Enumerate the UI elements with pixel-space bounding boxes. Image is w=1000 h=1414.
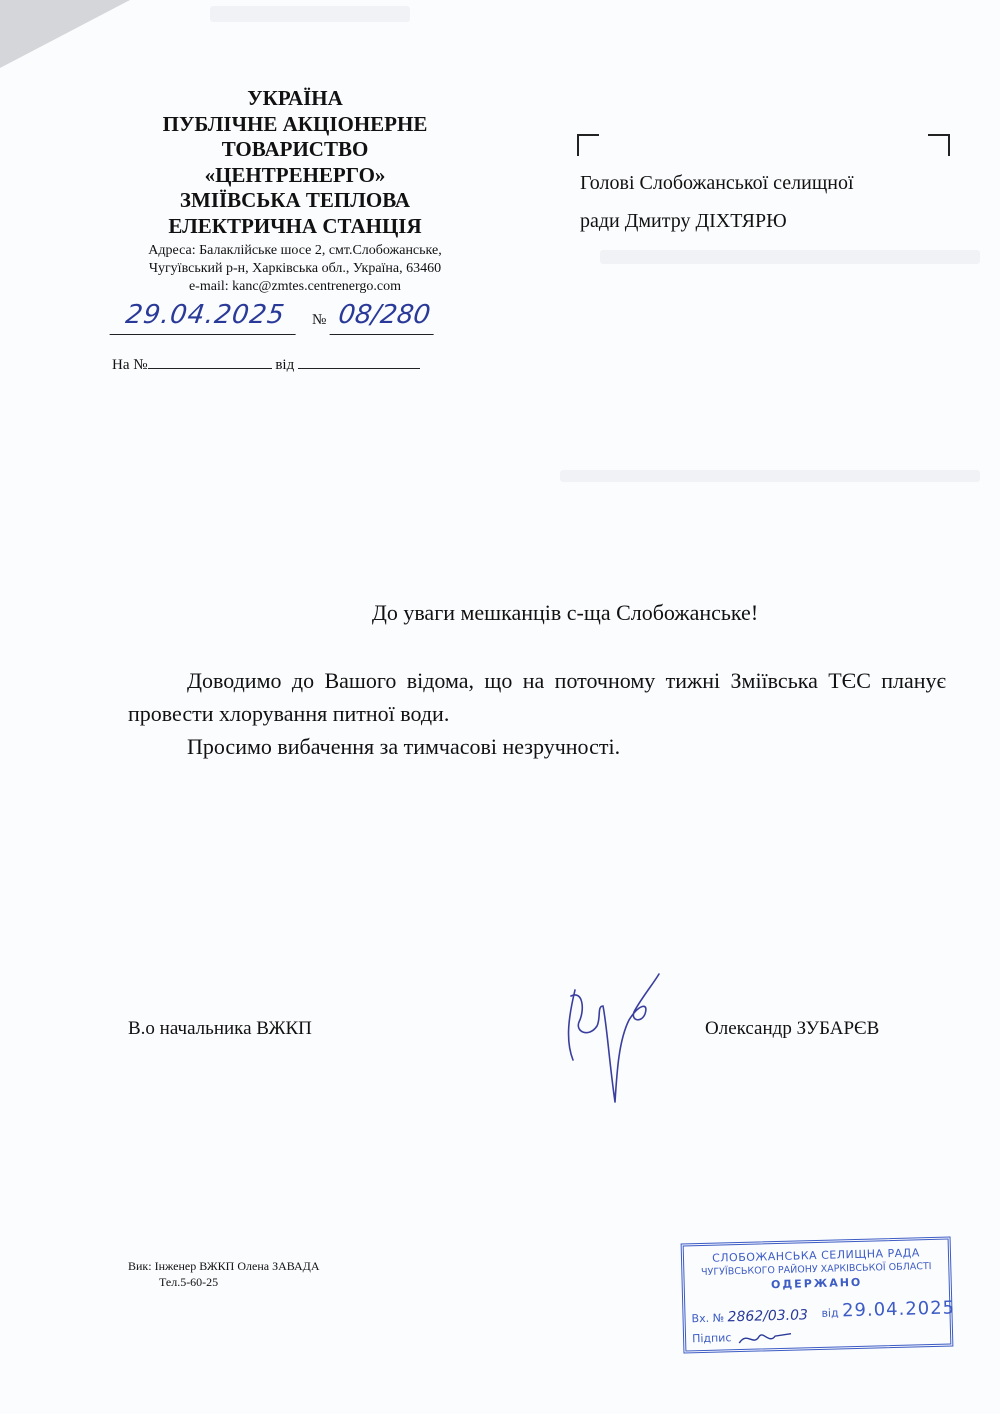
signatory-position: В.о начальника ВЖКП xyxy=(128,1018,312,1039)
body-paragraph: Доводимо до Вашого відома, що на поточному тижні Зміївська ТЄС планує провести хлорування питної води. xyxy=(128,668,946,726)
org-address xyxy=(100,242,490,296)
stamp-in-label: Вх. № xyxy=(691,1311,725,1326)
stamp-incoming-row xyxy=(691,1307,808,1326)
stamp-date-label: від xyxy=(821,1306,839,1320)
addressee-line: ради Дмитру ДІХТЯРЮ xyxy=(580,210,787,232)
stamp-date-row xyxy=(821,1297,955,1321)
registration-number: 08/280 xyxy=(330,300,439,335)
bleed-through-mark xyxy=(600,250,980,264)
reference-number-blank xyxy=(148,354,272,369)
stamp-sign-label: Підпис xyxy=(691,1331,732,1346)
email-line: e-mail: kanc@zmtes.centrenergo.com xyxy=(188,279,402,294)
stamp-signature-scribble xyxy=(735,1328,795,1348)
addressee-corner-mark xyxy=(928,134,950,156)
reference-number-label: На № xyxy=(112,357,148,373)
org-name-line: ТОВАРИСТВО xyxy=(221,137,369,161)
stamp-district: ЧУГУЇВСЬКОГО РАЙОНУ ХАРКІВСЬКОЇ ОБЛАСТІ xyxy=(700,1260,932,1279)
org-name-line: УКРАЇНА xyxy=(247,86,343,110)
notice-body xyxy=(128,664,946,763)
addressee-line: Голові Слобожанської селищної xyxy=(580,172,854,194)
bleed-through-mark xyxy=(560,470,980,482)
stamp-in-number: 2862/03.03 xyxy=(727,1307,809,1326)
stamp-signature-row xyxy=(692,1328,795,1349)
reference-line xyxy=(112,354,420,374)
reference-date-label: від xyxy=(275,357,295,373)
registration-line xyxy=(112,300,442,342)
received-stamp xyxy=(681,1236,954,1353)
stamp-council-name: СЛОБОЖАНСЬКА СЕЛИЩНА РАДА xyxy=(711,1246,920,1265)
registration-number-label: № xyxy=(312,312,327,328)
addressee-block xyxy=(580,164,940,240)
org-name-line: ЕЛЕКТРИЧНА СТАНЦІЯ xyxy=(168,213,422,238)
notice-title: До уваги мешканців с-ща Слобожанське! xyxy=(371,600,759,625)
address-line: Чугуївський р-н, Харківська обл., Україна, 63460 xyxy=(148,261,442,276)
stamp-received-label: ОДЕРЖАНО xyxy=(770,1275,863,1292)
executor-phone: Тел.5-60-25 xyxy=(159,1275,219,1289)
addressee-corner-mark xyxy=(577,134,599,156)
registration-date: 29.04.2025 xyxy=(110,300,301,335)
stamp-date-value: 29.04.2025 xyxy=(841,1297,956,1322)
org-name-line: ЗМІЇВСЬКА ТЕПЛОВА xyxy=(179,188,411,212)
reference-date-blank xyxy=(298,354,420,369)
folded-corner xyxy=(0,0,130,68)
executor-line: Вик: Інженер ВЖКП Олена ЗАВАДА xyxy=(128,1259,320,1273)
handwritten-signature xyxy=(545,960,665,1110)
org-name-line: «ЦЕНТРЕНЕРГО» xyxy=(204,162,386,187)
executor-info xyxy=(128,1258,320,1290)
address-line: Адреса: Балаклійське шосе 2, смт.Слобожанське, xyxy=(148,243,442,258)
org-name-line: ПУБЛІЧНЕ АКЦІОНЕРНЕ xyxy=(162,111,428,136)
signatory-name: Олександр ЗУБАРЄВ xyxy=(705,1018,880,1039)
body-paragraph: Просимо вибачення за тимчасові незручності. xyxy=(187,734,621,759)
letterhead xyxy=(100,86,490,296)
bleed-through-mark xyxy=(210,6,410,22)
